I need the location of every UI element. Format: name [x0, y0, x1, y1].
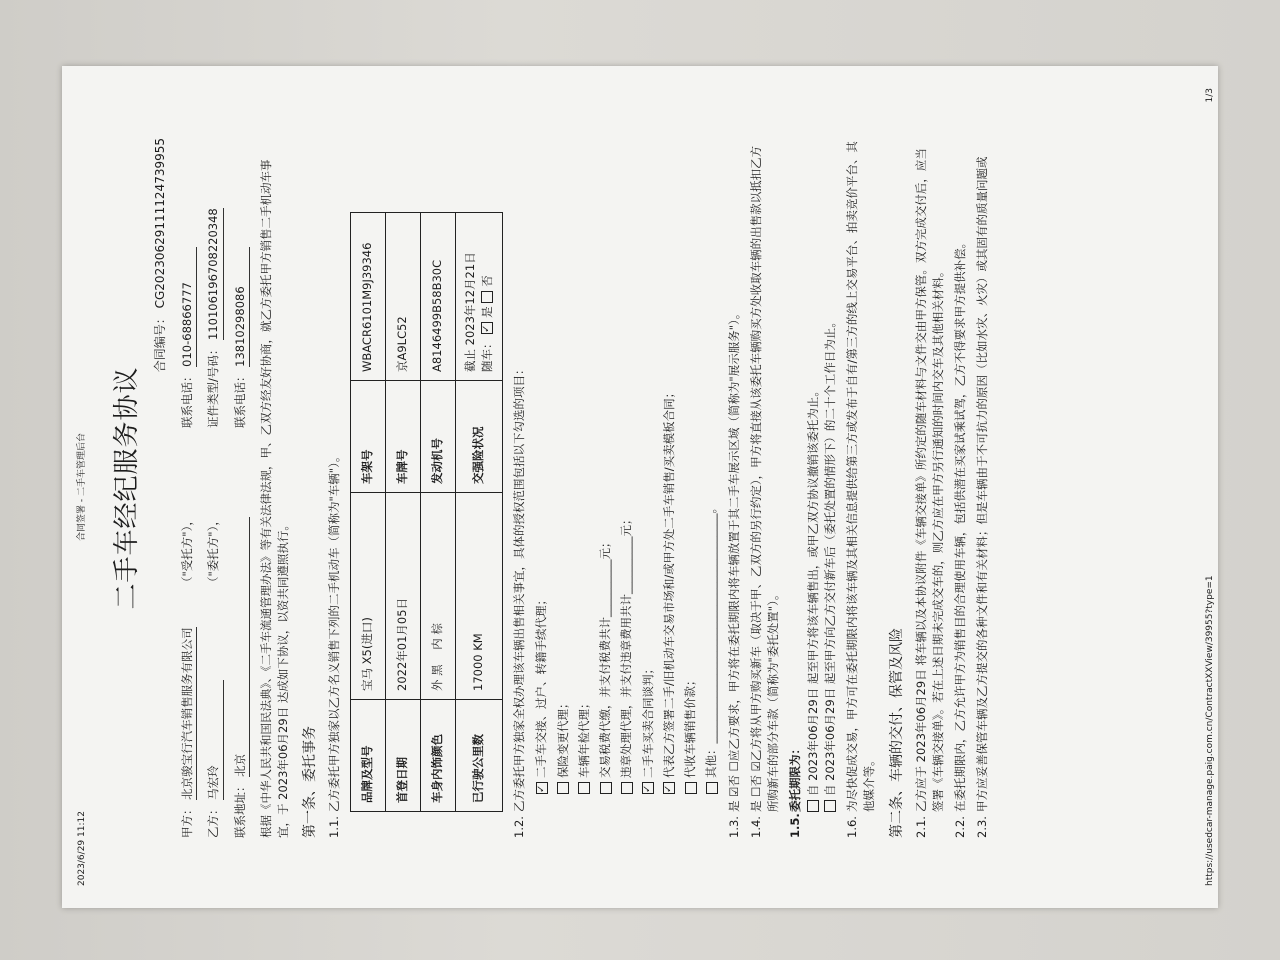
checkbox-icon[interactable]: [685, 782, 697, 794]
engine-label: 发动机号: [420, 381, 455, 493]
term-option-2: 自 2023年06月29日 起至甲方向乙方交付新车后（委托处置的情形下）的二十个工作日为止。: [822, 316, 837, 796]
checkbox-icon[interactable]: [642, 782, 654, 794]
checkbox-icon[interactable]: [481, 322, 493, 334]
contract-number-line: [151, 138, 169, 838]
checkbox-icon[interactable]: [557, 782, 569, 794]
color-label: 车身内饰颜色: [420, 700, 455, 812]
party-b-contact-line: [232, 138, 250, 838]
clause-number: 1.3.: [726, 816, 741, 838]
clause-number: 2.2.: [953, 816, 967, 838]
clause-1-6: [844, 138, 879, 838]
party-b-address-label: 联系地址：: [232, 780, 247, 838]
document-body: [102, 138, 997, 838]
table-row: [385, 213, 420, 812]
section-1-title: 第一条、委托事务: [302, 726, 319, 838]
brand-label: 品牌及型号: [350, 700, 385, 812]
option-text: 代收车辆销售价款；: [683, 674, 697, 778]
party-b-address: 北京: [232, 517, 250, 777]
checkbox-icon[interactable]: [807, 800, 819, 812]
party-a-phone: 010-68866777: [179, 247, 197, 367]
option-text: 交易税费代缴，并支付税费共计__________元；: [598, 536, 612, 778]
party-b-name: 马宏玲: [205, 680, 223, 800]
checkbox-icon[interactable]: [621, 782, 633, 794]
plate-value: 京A9LC52: [385, 213, 420, 381]
clause-1-4: [748, 138, 783, 838]
clause-number: 1.1.: [327, 816, 342, 838]
option-item: [576, 138, 593, 794]
option-item: [555, 138, 572, 794]
checkbox-icon[interactable]: [600, 782, 612, 794]
brand-value: 宝马 X5(进口): [350, 493, 385, 700]
option-item: [661, 138, 678, 794]
table-row: [455, 213, 503, 812]
section-2-title: 第二条、车辆的交付、保管及风险: [888, 628, 905, 838]
party-b-id: 110106196708220348: [205, 208, 223, 340]
page-number: 1/3: [1205, 88, 1215, 103]
print-header-title: 合同签署 - 二手车管理后台: [77, 433, 87, 541]
option-item: [533, 138, 550, 794]
vin-value: WBACR6101M9J39346: [350, 213, 385, 381]
option-text: 保险变更代理；: [555, 697, 570, 778]
clause-number: 1.4.: [748, 816, 763, 838]
clause-text: 甲方应妥善保管车辆及乙方提交的各种文件和有关材料；但是车辆由于不可抗力的原因（比如水灾、火灾）或其固有的质量问题或: [975, 156, 990, 812]
mileage-label: 已行驶公里数: [455, 700, 503, 812]
checkbox-icon[interactable]: [824, 800, 836, 812]
party-a-label: 甲方：: [180, 803, 194, 838]
vin-label: 车架号: [350, 381, 385, 493]
option-item: [682, 138, 699, 794]
vehicle-table: [350, 212, 504, 812]
option-item: [640, 138, 657, 794]
clause-1-1: [326, 138, 343, 838]
clause-number: 2.1.: [913, 816, 928, 838]
document-title: 二手车经纪服务协议: [112, 366, 142, 610]
option-text: 代表乙方签署二手/旧机动车交易市场和/或甲方处二手车销售/买卖模板合同；: [661, 386, 676, 778]
rotated-document: [62, 66, 1218, 908]
preamble: 根据《中华人民共和国民法典》、《二手车流通管理办法》等有关法律法规，甲、乙双方经友好协商，就乙方委托甲方销售二手机动车事宜，于 2023年06月29日 达成如下协议，以资共同遵照执行。: [258, 159, 290, 838]
engine-value: A8146499B58B30C: [420, 213, 455, 381]
insurance-value: [455, 213, 503, 381]
clause-1-5: [787, 138, 839, 838]
checkbox-icon[interactable]: [578, 782, 590, 794]
contract-number: CG20230629111124739955: [153, 138, 167, 309]
insurance-expiry: 截止 2023年12月21日: [462, 252, 477, 372]
party-a-role: （"受托方"），: [180, 514, 194, 588]
print-datetime: 2023/6/29 11:12: [77, 811, 87, 886]
option-text: 违章处理代理，并支付违章费用共计__________元；: [619, 513, 634, 778]
reg-date-label: 首登日期: [385, 700, 420, 812]
party-b-id-label: 证件类型/号码：: [206, 343, 221, 428]
reg-date-value: 2022年01月05日: [385, 493, 420, 700]
color-exterior: 外 黑: [429, 664, 444, 691]
party-b-line: [205, 138, 223, 838]
plate-label: 车牌号: [385, 381, 420, 493]
party-b-label: 乙方：: [206, 803, 221, 838]
color-interior: 内 棕: [429, 623, 444, 650]
mileage-value: [455, 493, 503, 700]
contract-number-label: 合同编号：: [153, 312, 167, 373]
option-item: [618, 138, 635, 794]
checkbox-icon[interactable]: [706, 782, 718, 794]
option-text: 二手车买卖合同谈判；: [640, 663, 655, 778]
color-value: [420, 493, 455, 700]
option-item: [703, 138, 720, 794]
clause-text: 乙方委托甲方独家全权办理该车辆出售相关事宜，具体的授权范围包括以下勾选的项目：: [512, 363, 526, 812]
clause-text: 是 ☐否 ☑乙方将从甲方购买新车（取决于甲、乙双方的另行约定），甲方将直接从该委托车辆购买方处收取车辆的出售款以抵扣乙方所购新车的部分车款（简称为"委托处置"）。: [748, 145, 780, 812]
insurance-yes: 是: [479, 306, 494, 318]
party-a-line: [179, 138, 197, 838]
table-row: [420, 213, 455, 812]
clause-number: 1.2.: [512, 816, 526, 838]
clause-text: 乙方应于 2023年06月29日 将车辆以及本协议附件《车辆交接单》所约定的随车材料与文件交由甲方保管。双方完成交付后，应当签署《车辆交接单》。若在上述日期未完成交车的，则乙方应在甲方另行通知的时间内交车及其他相关材料。: [913, 148, 945, 812]
party-b-phone-label: 联系电话：: [232, 370, 247, 428]
clause-number: 1.5.: [788, 813, 803, 838]
clause-title: 委托期限为：: [788, 743, 803, 812]
clause-2-3: [974, 138, 991, 838]
mileage-unit: KM: [471, 633, 486, 651]
term-option-1: 自 2023年06月29日 起至甲方将该车辆售出，或甲乙双方协议撤销该委托为止。: [805, 385, 820, 796]
insurance-no: 否: [479, 275, 494, 287]
option-item: [597, 138, 614, 794]
table-row: [350, 213, 385, 812]
clause-number: 1.6.: [845, 816, 859, 838]
mileage-number: 17000: [471, 654, 486, 691]
party-b-phone: 13810298086: [232, 247, 250, 367]
party-a-name: 北京骏宝行汽车销售服务有限公司: [179, 627, 197, 800]
clause-1-2: [511, 138, 528, 838]
option-text: 二手车交接、过户、转籍手续代理；: [534, 594, 549, 778]
checkbox-icon[interactable]: [481, 291, 493, 303]
insurance-label: 交强险状况: [455, 381, 503, 493]
clause-1-3: [726, 138, 743, 838]
clause-text: 为尽快促成交易，甲方可在委托期限内将该车辆及其相关信息提供给第三方或发布于自有/第三方的线上交易平台、拍卖竞价平台、其他媒介等。: [845, 141, 877, 812]
clause-2-1: [913, 138, 948, 838]
insurance-with-car: 随车：: [479, 337, 494, 372]
checkbox-icon[interactable]: [536, 782, 548, 794]
clause-text: 在委托期限内，乙方允许甲方为销售目的合理使用车辆，包括供潜在买家试乘试驾，乙方不得要求甲方提供补偿。: [953, 237, 967, 812]
clause-text: 乙方委托甲方独家以乙方名义销售下列的二手机动车（简称为"车辆"）。: [327, 450, 342, 812]
option-text: 车辆年检代理；: [576, 697, 591, 778]
party-a-phone-label: 联系电话：: [180, 370, 194, 428]
party-b-role: （"委托方"），: [206, 514, 221, 588]
paper-sheet: [62, 66, 1218, 908]
clause-number: 2.3.: [975, 816, 990, 838]
clause-text: 是 ☑否 ☐应乙方要求，甲方将在委托期限内将车辆放置于其二手车展示区域（简称为"展示服务"）。: [726, 307, 741, 812]
clause-2-2: [952, 138, 969, 838]
checkbox-icon[interactable]: [663, 782, 675, 794]
option-text: 其他：________________________________________。: [704, 502, 719, 778]
print-url: https://usedcar-manage.paig.com.cn/ContractXXView/39955?type=1: [1205, 575, 1215, 886]
